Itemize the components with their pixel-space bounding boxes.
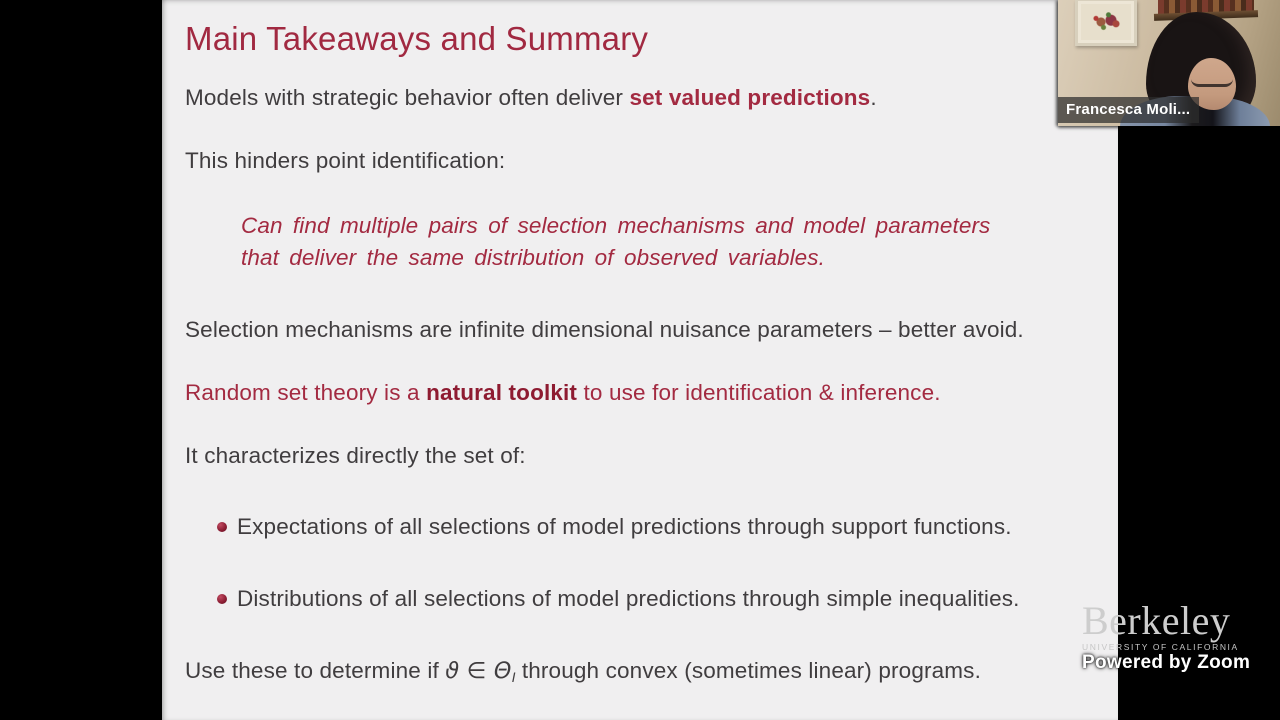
math-theta-in-theta-set: ϑ ∈ Θ [445, 658, 512, 684]
paragraph-text: . [870, 85, 877, 110]
bullet-item-expectations [217, 514, 1012, 540]
powered-by-zoom-badge: Powered by Zoom [1082, 652, 1251, 673]
math-subscript-i: I [511, 668, 516, 685]
paragraph-text: Models with strategic behavior often deliver [185, 85, 630, 110]
presentation-slide [162, 0, 1118, 720]
slide-title: Main Takeaways and Summary [185, 20, 649, 57]
webcam-video-tile[interactable] [1058, 0, 1280, 126]
paragraph-random-set-theory [185, 380, 941, 406]
participant-name-badge: Francesca Moli... [1058, 97, 1199, 123]
paragraph-convex-programs [185, 658, 981, 685]
paragraph-selection-mechanisms: Selection mechanisms are infinite dimensional nuisance parameters – better avoid. [185, 317, 1024, 342]
paragraph-hinders-identification: This hinders point identification: [185, 148, 506, 173]
bullet-text: Expectations of all selections of model predictions through support functions. [237, 514, 1012, 539]
presenter-glasses [1191, 74, 1233, 87]
paragraph-set-valued-predictions [185, 85, 877, 111]
paragraph-text: to use for identification & inference. [577, 380, 941, 405]
paragraph-text: Random set theory is a [185, 380, 427, 405]
berkeley-wordmark: Berkeley [1082, 598, 1231, 643]
bullet-item-distributions [217, 586, 1020, 612]
highlight-set-valued-predictions: set valued predictions [629, 85, 871, 110]
bullet-marker-icon [217, 522, 227, 532]
bullet-text: Distributions of all selections of model predictions through simple inequalities. [237, 586, 1020, 611]
bullet-marker-icon [217, 594, 227, 604]
webcam-art-frame [1075, 0, 1137, 46]
quote-line-2: that deliver the same distribution of observed variables. [241, 245, 825, 270]
berkeley-subtitle: UNIVERSITY OF CALIFORNIA [1082, 642, 1239, 652]
paragraph-text: through convex (sometimes linear) programs. [515, 658, 981, 683]
quote-line-1: Can find multiple pairs of selection mechanisms and model parameters [241, 213, 991, 238]
paragraph-characterizes: It characterizes directly the set of: [185, 443, 526, 468]
highlight-natural-toolkit: natural toolkit [426, 380, 578, 405]
berkeley-logo [1082, 598, 1252, 652]
paragraph-text: Use these to determine if [185, 658, 446, 683]
webcam-art-scribble [1081, 4, 1131, 40]
